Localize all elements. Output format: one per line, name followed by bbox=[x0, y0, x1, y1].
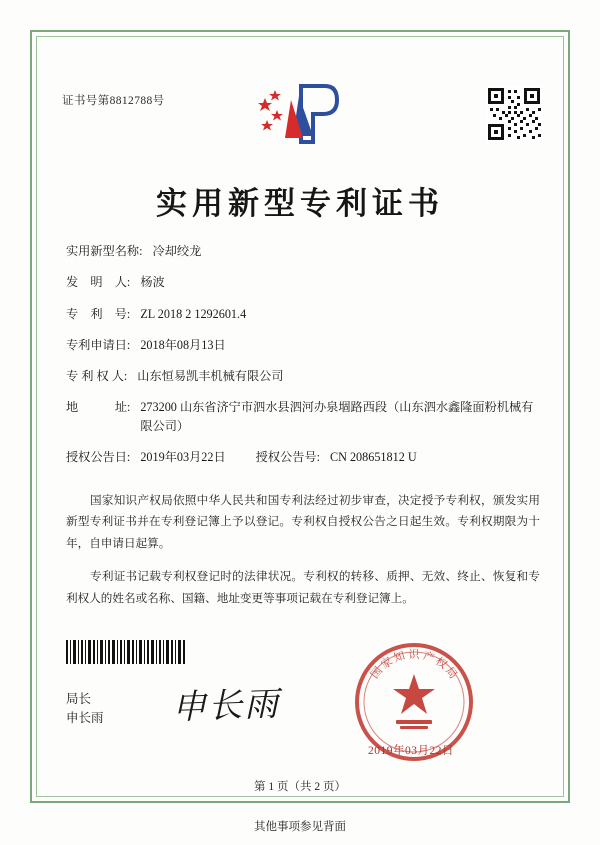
field-row-grant bbox=[66, 448, 540, 466]
signature-title-label: 局长 bbox=[66, 692, 92, 706]
field-label-patentee: 专 利 权 人: bbox=[66, 369, 128, 384]
field-row bbox=[66, 305, 540, 323]
svg-text:权: 权 bbox=[433, 654, 450, 672]
field-row bbox=[66, 336, 540, 354]
legal-text-block bbox=[66, 490, 540, 621]
legal-paragraph-1: 国家知识产权局依照中华人民共和国专利法经过初步审查，决定授予专利权，颁发实用新型专利证书并在专利登记簿上予以登记。专利权自授权公告之日起生效。专利权期限为十年，自申请日起算。 bbox=[66, 494, 540, 550]
field-row bbox=[66, 398, 540, 435]
field-value-grant-publication-number: CN 208651812 U bbox=[329, 450, 417, 465]
qr-code bbox=[486, 86, 542, 142]
cnipa-logo-icon bbox=[255, 82, 345, 154]
field-value-address: 273200 山东省济宁市泗水县泗河办泉堌路西段（山东泗水鑫隆面粉机械有限公司） bbox=[140, 400, 534, 433]
signature-labels bbox=[66, 690, 104, 729]
legal-paragraph-2: 专利证书记载专利权登记时的法律状况。专利权的转移、质押、无效、终止、恢复和专利权人的姓名或名称、国籍、地址变更等事项记载在专利登记簿上。 bbox=[66, 570, 540, 605]
field-row bbox=[66, 242, 540, 260]
svg-text:家: 家 bbox=[378, 654, 395, 672]
footer-note: 其他事项参见背面 bbox=[254, 821, 346, 833]
field-label-patent-number: 专 利 号: bbox=[66, 306, 131, 321]
page-title: 实用新型专利证书 bbox=[156, 186, 444, 222]
field-label-grant-date: 授权公告日: bbox=[66, 450, 131, 465]
barcode bbox=[66, 640, 186, 664]
corner-ornament-top-right bbox=[554, 30, 570, 46]
svg-text:产: 产 bbox=[421, 648, 436, 665]
signature-name-label: 申长雨 bbox=[66, 711, 104, 726]
field-list bbox=[66, 242, 540, 479]
field-value-grant-date: 2019年03月22日 bbox=[140, 450, 226, 465]
svg-text:识: 识 bbox=[408, 648, 420, 661]
field-label-address: 地 址: bbox=[66, 400, 131, 415]
seal-date: 2019年03月22日 bbox=[368, 745, 454, 757]
svg-text:国: 国 bbox=[368, 664, 386, 682]
svg-text:知: 知 bbox=[392, 648, 407, 665]
corner-ornament-top-left bbox=[30, 30, 46, 46]
handwritten-signature: 申长雨 bbox=[171, 684, 281, 728]
field-value-utility-model-name: 冷却绞龙 bbox=[152, 244, 202, 258]
field-row bbox=[66, 273, 540, 291]
field-label-utility-model-name: 实用新型名称: bbox=[66, 244, 143, 258]
field-value-inventor: 杨波 bbox=[140, 275, 165, 290]
certificate-number: 证书号第8812788号 bbox=[62, 95, 165, 107]
page-indicator: 第 1 页（共 2 页） bbox=[254, 781, 346, 793]
field-value-patent-number: ZL 2018 2 1292601.4 bbox=[140, 306, 247, 321]
svg-text:局: 局 bbox=[442, 664, 460, 682]
field-value-patentee: 山东恒易凯丰机械有限公司 bbox=[137, 369, 284, 384]
field-label-grant-publication-number: 授权公告号: bbox=[255, 450, 320, 465]
field-value-application-date: 2018年08月13日 bbox=[140, 337, 226, 352]
field-label-inventor: 发 明 人: bbox=[66, 275, 131, 290]
field-row bbox=[66, 367, 540, 385]
field-label-application-date: 专利申请日: bbox=[66, 337, 131, 352]
